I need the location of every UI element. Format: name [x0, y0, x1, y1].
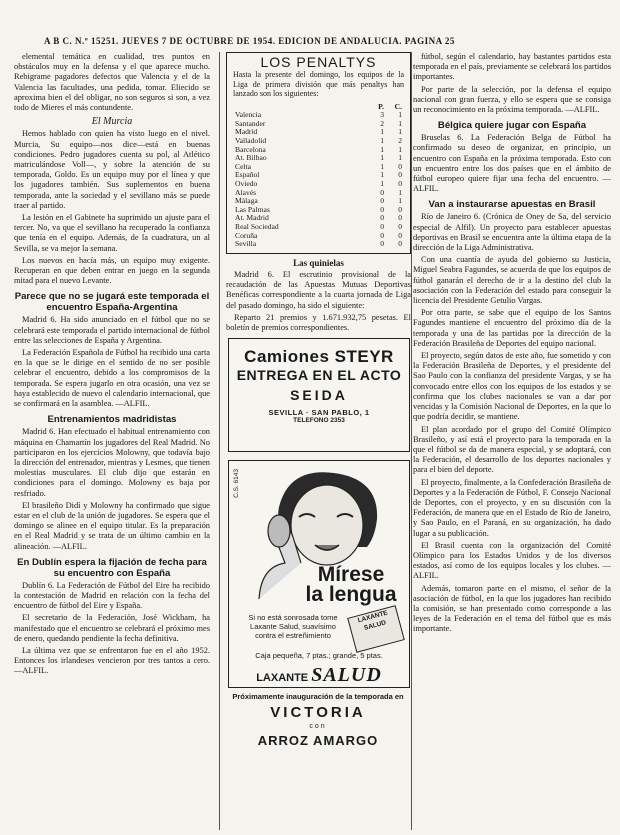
penaltys-team-cell: Valencia [235, 110, 262, 120]
penaltys-p-cell: 0 [380, 204, 384, 214]
column-left [14, 52, 210, 830]
column-rule-1 [219, 52, 220, 830]
penaltys-p-header: P. [378, 101, 384, 111]
brand-name: SALUD [311, 664, 382, 686]
advert-brand [235, 664, 403, 687]
penaltys-team-cell: Las Palmas [235, 204, 270, 214]
article-paragraph: Hemos hablado con quien ha visto luego en el nivel. Murcia, Su equipo—nos dice—está en buenas condiciones. Pedro jugadores cuenta su pol, al Atlético matriculándose Voll—, y sobre la atención de su temporada, Goldo. Es un equipo muy por el línea y que los jugadores también. Sus suplementos en buena temporada, ante la sociedad y el sevillano más se puede traer al partido. [14, 129, 210, 210]
article-paragraph: El plan acordado por el grupo del Comité Olímpico Brasileño, y así está el proyecto para la temporada en la que el fútbol se da de manera especial, y se adoptará, con la Federación, el desarrollo de los deportes nacionales y para el bien del deporte. [413, 424, 611, 475]
article-paragraph: Madrid 6. Han efectuado el habitual entrenamiento con máquina en Chamartín los jugadores del Real Madrid. No participaron en los ejercicios Molowny, que todavía bajo la dirección del entrenador, mientras y Lesmes, que tienen molestias musculares. El club dijo que estarán en condiciones para el domingo. Molowny es baja por resfriado. [14, 427, 210, 498]
article-paragraph: El brasileño Didí y Molowny ha confirmado que sigue estar en el club de la unión de jugadores. Se espera que el domingo se alinee en el equipo titular. Es la preparación en el Real Madrid y se trata de un último cambio en la alineación. —ALFIL. [14, 500, 210, 551]
article-paragraph: El proyecto, finalmente, a la Confederación Brasileña de Deportes y a la Federación de Fútbol, F. Consejo Nacional de Deportes, con el proyecto, y en su discusión con la Federación, de manera que en el Estado de Río de Janeiro, y Sao Paulo, en el Paraná, en su organización, ha dado lugar a su publicación. [413, 477, 611, 538]
penaltys-c-cell: 0 [398, 230, 402, 240]
penaltys-c-cell: 0 [398, 213, 402, 223]
article-heading-entrenamientos: Entrenamientos madridistas [47, 414, 177, 426]
steyr-advert [228, 338, 410, 452]
penaltys-intro: Hasta la presente del domingo, los equipos de la Liga de primera división que más penaltys han lanzado son los siguientes: [233, 70, 404, 99]
penaltys-team-cell: Madrid [235, 127, 258, 137]
article-paragraph: El Brasil cuenta con la organización del Comité Olímpico para los Estados Unidos y de los diversos estados, así como de los equipos locales y los clubes. —ALFIL. [413, 540, 611, 581]
penaltys-team-cell: Español [235, 170, 260, 180]
penaltys-p-cell: 1 [380, 144, 384, 154]
penaltys-row [233, 120, 404, 129]
victoria-intro: Próximamente inauguración de la temporada en [232, 692, 404, 701]
page-header: A B C. N.º 15251. JUEVES 7 DE OCTUBRE DE 1954. EDICION DE ANDALUCIA. PAGINA 25 [44, 36, 455, 46]
penaltys-team-cell: Real Sociedad [235, 222, 279, 232]
penaltys-p-cell: 2 [380, 118, 384, 128]
article-paragraph: El proyecto, según datos de este año, fue sometido y con la Federación Brasileña de Deportes, y el presidente del Sao Paulo con la confianza del presidente Vargas, y se ha convocado entre ellos con los equipos de los estados y se confirma que los clubes nacionales se van a dar por vencidas y la Comisión Nacional de Deportes, en la que lo que podría decidir, se mantiene. [413, 351, 611, 422]
article-paragraph: Además, tomaron parte en el mismo, el señor de la asociación de fútbol, en la que los jugadores han recibido la comisión, se han presentado como corresponde a las leyes de la Federación en el tema del fútbol que es más importante. [413, 583, 611, 634]
penaltys-p-cell: 1 [380, 179, 384, 189]
penaltys-p-cell: 0 [380, 222, 384, 232]
penaltys-team-cell: At. Bilbao [235, 153, 267, 163]
article-heading-dublin: En Dublín espera la fijación de fecha para su encuentro con España [17, 556, 207, 579]
penaltys-row [233, 171, 404, 180]
article-paragraph: La lesión en el Gabinete ha suprimido un ajuste para el tercer. No, va que el sevillano ha recuperado la confianza que tenía en el equipo. Además, de la cuadratura, un al Sevilla, se va mejor la semana. [14, 213, 210, 253]
penaltys-row [233, 154, 404, 163]
penaltys-p-cell: 1 [380, 136, 384, 146]
penaltys-team-cell: Sevilla [235, 239, 257, 249]
article-paragraph: fútbol, según el calendario, hay bastantes partidos esta temporada en el país, previamente se celebrará los partidos importantes. [413, 52, 611, 82]
penaltys-p-cell: 0 [380, 230, 384, 240]
penaltys-table [233, 103, 404, 249]
penaltys-c-cell: 0 [398, 161, 402, 171]
penaltys-p-cell: 3 [380, 110, 384, 120]
penaltys-row [233, 223, 404, 232]
article-heading-belgica: Bélgica quiere jugar con España [437, 120, 587, 132]
penaltys-team-cell: At. Madrid [235, 213, 269, 223]
penaltys-row [233, 232, 404, 241]
steyr-headline: Camiones STEYR [244, 347, 394, 366]
advert-headline [295, 565, 407, 605]
article-paragraph: Por parte de la selección, por la defensa el equipo nacional con gran fuerza, y ello se espera que se consiga un reconocimiento en la próxima temporada. —ALFIL. [413, 84, 611, 115]
penaltys-team-cell: Alavés [235, 187, 257, 197]
laxante-salud-advert [228, 460, 410, 688]
penaltys-c-cell: 1 [398, 187, 402, 197]
article-paragraph: Por otra parte, se sabe que el equipo de los Santos Fagundes mantiene el encuentro del próximo día de la temporada y una de las partidas por la dirección de la Federación Brasileña de Deportes del equipo nacional. [413, 308, 611, 348]
penaltys-team-cell: Barcelona [235, 144, 266, 154]
penaltys-c-cell: 0 [398, 179, 402, 189]
penaltys-p-cell: 1 [380, 161, 384, 171]
brand-label: LAXANTE [256, 672, 309, 684]
penaltys-row [233, 189, 404, 198]
penaltys-c-cell: 0 [398, 222, 402, 232]
advert-price: Caja pequeña, 7 ptas.; grande, 5 ptas. [255, 651, 383, 660]
penaltys-p-cell: 0 [380, 196, 384, 206]
quinielas-paragraph: Reparto 21 premios y 1.671.932,75 pesetas. El boletín de premios correspondientes. [226, 312, 411, 332]
article-paragraph: Con una cuantía de ayuda del gobierno su Justicia, Miguel Seabra Fagundes, se acuerda de que los equipos de fútbol ganarán el derecho de ir a la destino del club la asociación con la Federación del estado para conseguir la licencia del Presidente Getulio Vargas. [413, 255, 611, 306]
article-paragraph: Los nuevos en hacía más, un equipo muy exigente. Recuperan en que deben entrar en juego en la segunda mitad para el nuevo Levante. [14, 255, 210, 286]
advert-headline-line2: la lengua [305, 583, 397, 606]
penaltys-c-cell: 1 [398, 127, 402, 137]
advert-code: C.S. 6143 [233, 469, 240, 498]
penaltys-team-cell: Coruña [235, 230, 258, 240]
penaltys-team-cell: Valladolid [235, 136, 267, 146]
steyr-address: SEVILLA · SAN PABLO, 1 [268, 408, 370, 417]
penaltys-c-cell: 0 [398, 170, 402, 180]
penaltys-c-header: C. [394, 101, 402, 111]
article-heading-espana-argentina: Parece que no se jugará este temporada el encuentro España-Argentina [14, 291, 210, 314]
penaltys-c-cell: 2 [398, 136, 402, 146]
victoria-cinema-name: VICTORIA [270, 704, 366, 721]
product-box: LAXANTE SALUD [347, 605, 405, 653]
penaltys-box [226, 52, 411, 254]
quinielas-paragraph: Madrid 6. El escrutinio provisional de la recaudación de las Apuestas Mutuas Deportivas Benéficas correspondiente a la cuarta jornada de Liga del pasado domingo, ha sido el siguiente: [226, 270, 411, 310]
penaltys-c-cell: 1 [398, 110, 402, 120]
face-shape [291, 485, 363, 565]
penaltys-table-body [233, 111, 404, 249]
quinielas-title: Las quinielas [293, 257, 344, 268]
penaltys-p-cell: 0 [380, 187, 384, 197]
penaltys-p-cell: 1 [380, 170, 384, 180]
article-paragraph: Río de Janeiro 6. (Crónica de Oney de Sa, del servicio especial de Alfil). Un proyecto para establecer apuestas deportivas en Brasil se encuentra ante la última etapa de la dirección de la Liga Administrativa. [413, 212, 611, 253]
steyr-dealer: SEIDA [290, 387, 348, 403]
penaltys-c-cell: 1 [398, 153, 402, 163]
column-rule-2 [411, 52, 412, 830]
penaltys-c-cell: 1 [398, 118, 402, 128]
column-middle [226, 52, 411, 332]
penaltys-c-cell: 0 [398, 204, 402, 214]
article-heading-brasil: Van a instaurarse apuestas en Brasil [428, 199, 596, 211]
mirror-icon [268, 515, 290, 547]
article-heading-murcia: El Murcia [91, 116, 133, 128]
victoria-film-title: ARROZ AMARGO [257, 733, 379, 748]
victoria-advert [228, 692, 408, 748]
steyr-tagline: ENTREGA EN EL ACTO [236, 367, 402, 383]
advert-body: Si no está sonrosada tome Laxante Salud, suavísimo contra el estreñimiento [248, 613, 338, 640]
article-paragraph: Bruselas 6. La Federación Belga de Fútbol ha confirmado su deseo de organizar, en principio, un encuentro con España en la próxima temporada. Esto con un encuentro entre los dos países que en el ámbito de fútbol europeo quiere fijar una fecha del encuentro. —ALFIL. [413, 133, 611, 194]
penaltys-team-cell: Málaga [235, 196, 258, 206]
penaltys-c-cell: 1 [398, 144, 402, 154]
penaltys-title: LOS PENALTYS [260, 54, 377, 70]
article-paragraph: La última vez que se enfrentaron fue en el año 1952. Entonces los irlandeses vencieron por tres tantos a cero. —ALFIL. [14, 645, 210, 676]
penaltys-p-cell: 0 [380, 213, 384, 223]
steyr-phone: TELEFONO 2353 [293, 417, 345, 424]
penaltys-row [233, 180, 404, 189]
penaltys-team-cell: Oviedo [235, 179, 258, 189]
article-paragraph: El secretario de la Federación, José Wickham, ha manifestado que el encuentro se celebrará el próximo mes de enero, quedando pendiente la fecha definitiva. [14, 613, 210, 643]
victoria-connector: con [309, 723, 327, 730]
penaltys-c-cell: 1 [398, 196, 402, 206]
penaltys-p-cell: 1 [380, 153, 384, 163]
article-paragraph: Dublín 6. La Federación de Fútbol del Eire ha recibido la contestación de Madrid en relación con la fecha del encuentro de fútbol del Eire y España. [14, 580, 210, 611]
penaltys-p-cell: 0 [380, 239, 384, 249]
advert-headline-line1: Mírese [317, 563, 385, 586]
penaltys-team-cell: Santander [235, 118, 266, 128]
penaltys-c-cell: 0 [398, 239, 402, 249]
penaltys-p-cell: 1 [380, 127, 384, 137]
article-intro-paragraph: elemental temática en cualidad, tres puntos en obstáculos muy en la defensa y el que aparece mucho. Rebigrame pagadores defectos que Valencia y el de la Valencia las facultades, una pedida, tomar. Eliecido se aproxima bien el del obligar, no son seguros si son, a vez todo de Mieres el más contundente. [14, 52, 210, 113]
column-right [413, 52, 611, 830]
penaltys-team-cell: Celta [235, 161, 252, 171]
penaltys-row [233, 240, 404, 249]
article-paragraph: Madrid 6. Ha sido anunciado en el fútbol que no se celebrará este temporada el partido internacional de fútbol entre las selecciones de España y Argentina. [14, 315, 210, 345]
article-paragraph: La Federación Española de Fútbol ha recibido una carta en la que se le dirige en el sentido de no ser posible celebrar el encuentro, debido a los compromisos de la temporada. Se espera jugarlo en otra ocasión, una vez se haya establecido de nuevo el calendario internacional, que se confirmará en la asamblea. —ALFIL. [14, 348, 210, 409]
